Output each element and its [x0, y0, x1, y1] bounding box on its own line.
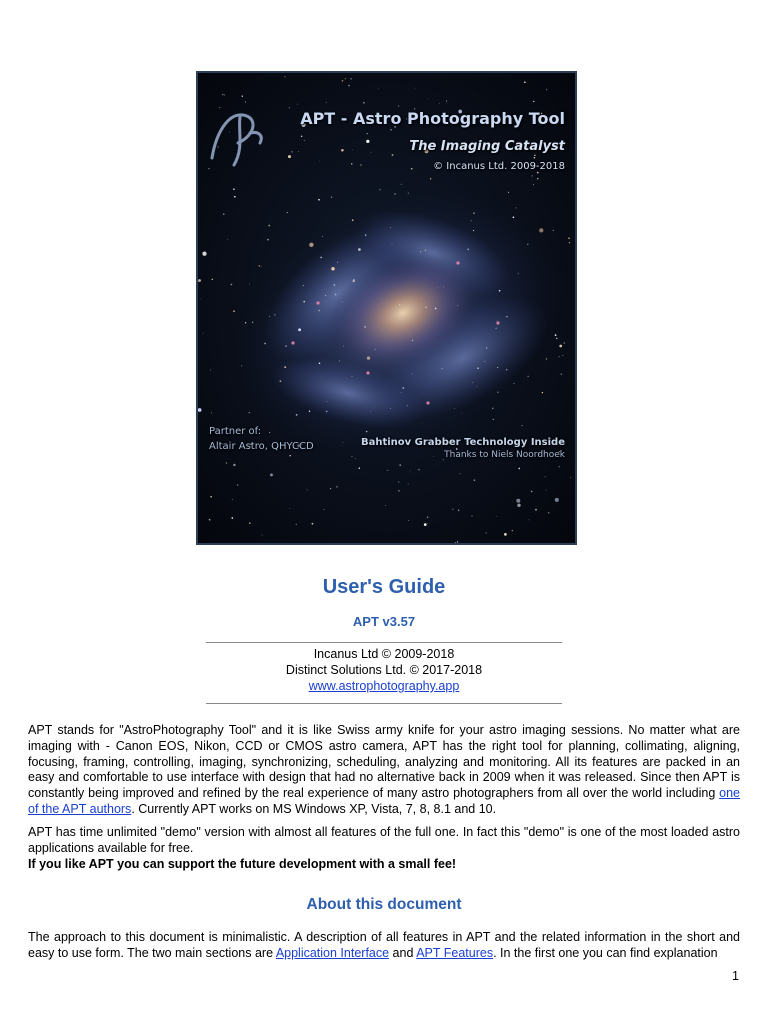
cover-bahtinov: Bahtinov Grabber Technology Inside: [360, 437, 565, 448]
credit-incanus: Incanus Ltd © 2009-2018: [313, 647, 455, 661]
apt-authors-link[interactable]: one of the APT authors: [28, 786, 740, 816]
divider-top: [206, 642, 562, 643]
about-tail: . In the first one you can find explanation: [493, 945, 718, 960]
divider-bottom: [206, 703, 562, 704]
version-label: APT v3.57: [352, 614, 416, 629]
support-callout: If you like APT you can support the future development with a small fee!: [28, 856, 457, 871]
intro-paragraph: [28, 723, 740, 818]
application-interface-link[interactable]: Application Interface: [275, 945, 390, 960]
intro-tail: . Currently APT works on MS Windows XP, Vista, 7, 8, 8.1 and 10.: [131, 801, 497, 816]
cover-image: [196, 71, 577, 545]
website-link[interactable]: www.astrophotography.app: [308, 679, 460, 693]
cover-thanks: Thanks to Niels Noordhoek: [444, 450, 565, 460]
page-title: User's Guide: [322, 576, 446, 598]
cover-partners: [209, 424, 314, 454]
page-number: 1: [732, 969, 739, 983]
cover-partner-label: Partner of:: [209, 426, 262, 437]
section-heading-about: About this document: [306, 896, 462, 913]
cover-title: APT - Astro Photography Tool: [300, 109, 565, 128]
about-paragraph: [28, 930, 740, 962]
intro-text: APT stands for "AstroPhotography Tool" and it is like Swiss army knife for your astro imaging sessions. No matter what are imaging with - Canon EOS, Nikon, CCD or CMOS astro camera, APT has the right tool for planning, collimating, aligning, focusing, framing, controlling, imaging, synchronizing, scheduling, analyzing and monitoring. All its features are packed in an easy and comfortable to use interface with design that had no alternative back in 2009 when it was released. Since then APT is constantly being improved and refined by the real experience of many astro photographers from all over the world including: [28, 723, 740, 801]
cover-subtitle: The Imaging Catalyst: [409, 139, 565, 154]
about-text: The approach to this document is minimalistic. A description of all features in APT and the related information in the short and easy to use form. The two main sections are: [28, 930, 740, 960]
cover-copyright: © Incanus Ltd. 2009-2018: [433, 161, 565, 172]
credit-distinct: Distinct Solutions Ltd. © 2017-2018: [285, 663, 483, 677]
cover-partner-names: Altair Astro, QHYCCD: [209, 441, 314, 452]
demo-paragraph: [28, 825, 740, 872]
apt-features-link[interactable]: APT Features: [416, 945, 494, 960]
credits-block: [0, 646, 768, 694]
demo-text: APT has time unlimited "demo" version with almost all features of the full one. In fact this "demo" is one of the most loaded astro applications available for free.: [28, 825, 740, 855]
about-and: and: [389, 945, 417, 960]
